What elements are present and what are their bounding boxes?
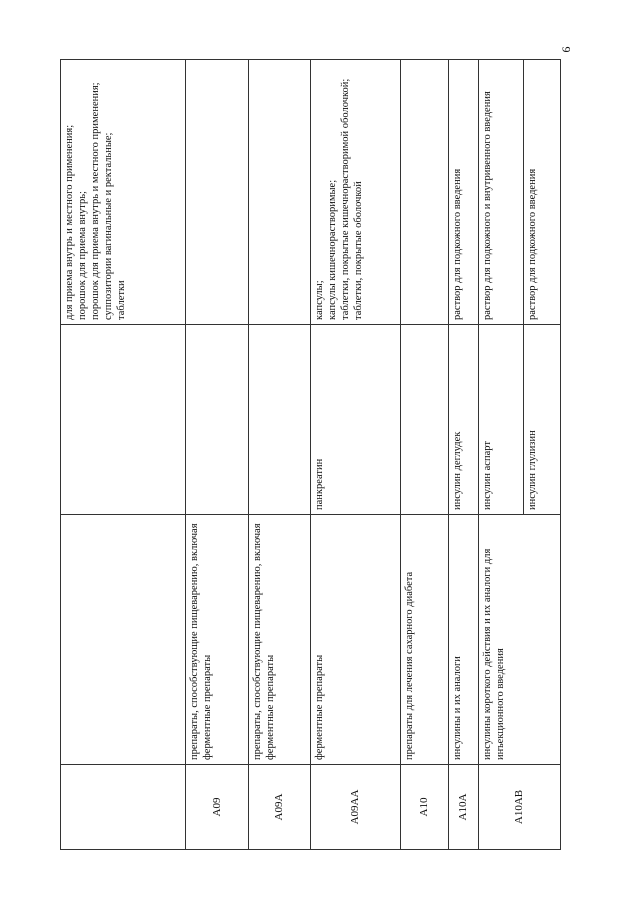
dosage-forms [61, 60, 186, 325]
dosage-form: таблетки [116, 280, 127, 320]
inn-name: панкреатин [311, 325, 401, 515]
dosage-forms [311, 60, 401, 325]
rotated-table-container [60, 60, 560, 850]
dosage-form: капсулы кишечнорастворимые; [327, 179, 338, 320]
dosage-form: раствор для подкожного и внутривенного введения [482, 91, 493, 320]
group-name: препараты, способствующие пищеварению, включая ферментные препараты [186, 515, 249, 765]
atc-code: A09A [249, 765, 311, 850]
inn-name [186, 325, 249, 515]
dosage-form: суппозитории вагинальные и ректальные; [103, 132, 114, 320]
inn-name: инсулин глулизин [524, 325, 561, 515]
inn-name [401, 325, 449, 515]
atc-code: A10 [401, 765, 449, 850]
dosage-forms [449, 60, 479, 325]
group-name: ферментные препараты [311, 515, 401, 765]
table-row [311, 60, 401, 850]
inn-name: инсулин деглудек [449, 325, 479, 515]
dosage-form: капсулы; [314, 280, 325, 320]
group-name: препараты, способствующие пищеварению, включая ферментные препараты [249, 515, 311, 765]
table-row [249, 60, 311, 850]
group-name: инсулины короткого действия и их аналоги для инъекционного введения [479, 515, 561, 765]
page-number: 9 [559, 46, 574, 53]
dosage-form: для приема внутрь и местного применения; [64, 124, 75, 320]
table-row [61, 60, 186, 850]
group-name [61, 515, 186, 765]
table-row [479, 60, 524, 850]
inn-name [249, 325, 311, 515]
dosage-form: таблетки, покрытые оболочкой [353, 181, 364, 320]
inn-name: инсулин аспарт [479, 325, 524, 515]
group-name: препараты для лечения сахарного диабета [401, 515, 449, 765]
dosage-forms [524, 60, 561, 325]
dosage-forms [249, 60, 311, 325]
dosage-form: раствор для подкожного введения [452, 168, 463, 320]
atc-code: A09 [186, 765, 249, 850]
atc-code: A10A [449, 765, 479, 850]
dosage-form: раствор для подкожного введения [527, 168, 538, 320]
dosage-form: порошок для приема внутрь и местного применения; [90, 82, 101, 320]
inn-name [61, 325, 186, 515]
table-row [186, 60, 249, 850]
drug-table [60, 59, 561, 850]
table-row [449, 60, 479, 850]
dosage-form: порошок для приема внутрь; [77, 191, 88, 320]
dosage-form: таблетки, покрытые кишечнорастворимой оболочкой; [340, 78, 351, 320]
dosage-forms [479, 60, 524, 325]
atc-code [61, 765, 186, 850]
dosage-forms [401, 60, 449, 325]
dosage-forms [186, 60, 249, 325]
atc-code: A09AA [311, 765, 401, 850]
atc-code: A10AB [479, 765, 561, 850]
table-row [401, 60, 449, 850]
group-name: инсулины и их аналоги [449, 515, 479, 765]
